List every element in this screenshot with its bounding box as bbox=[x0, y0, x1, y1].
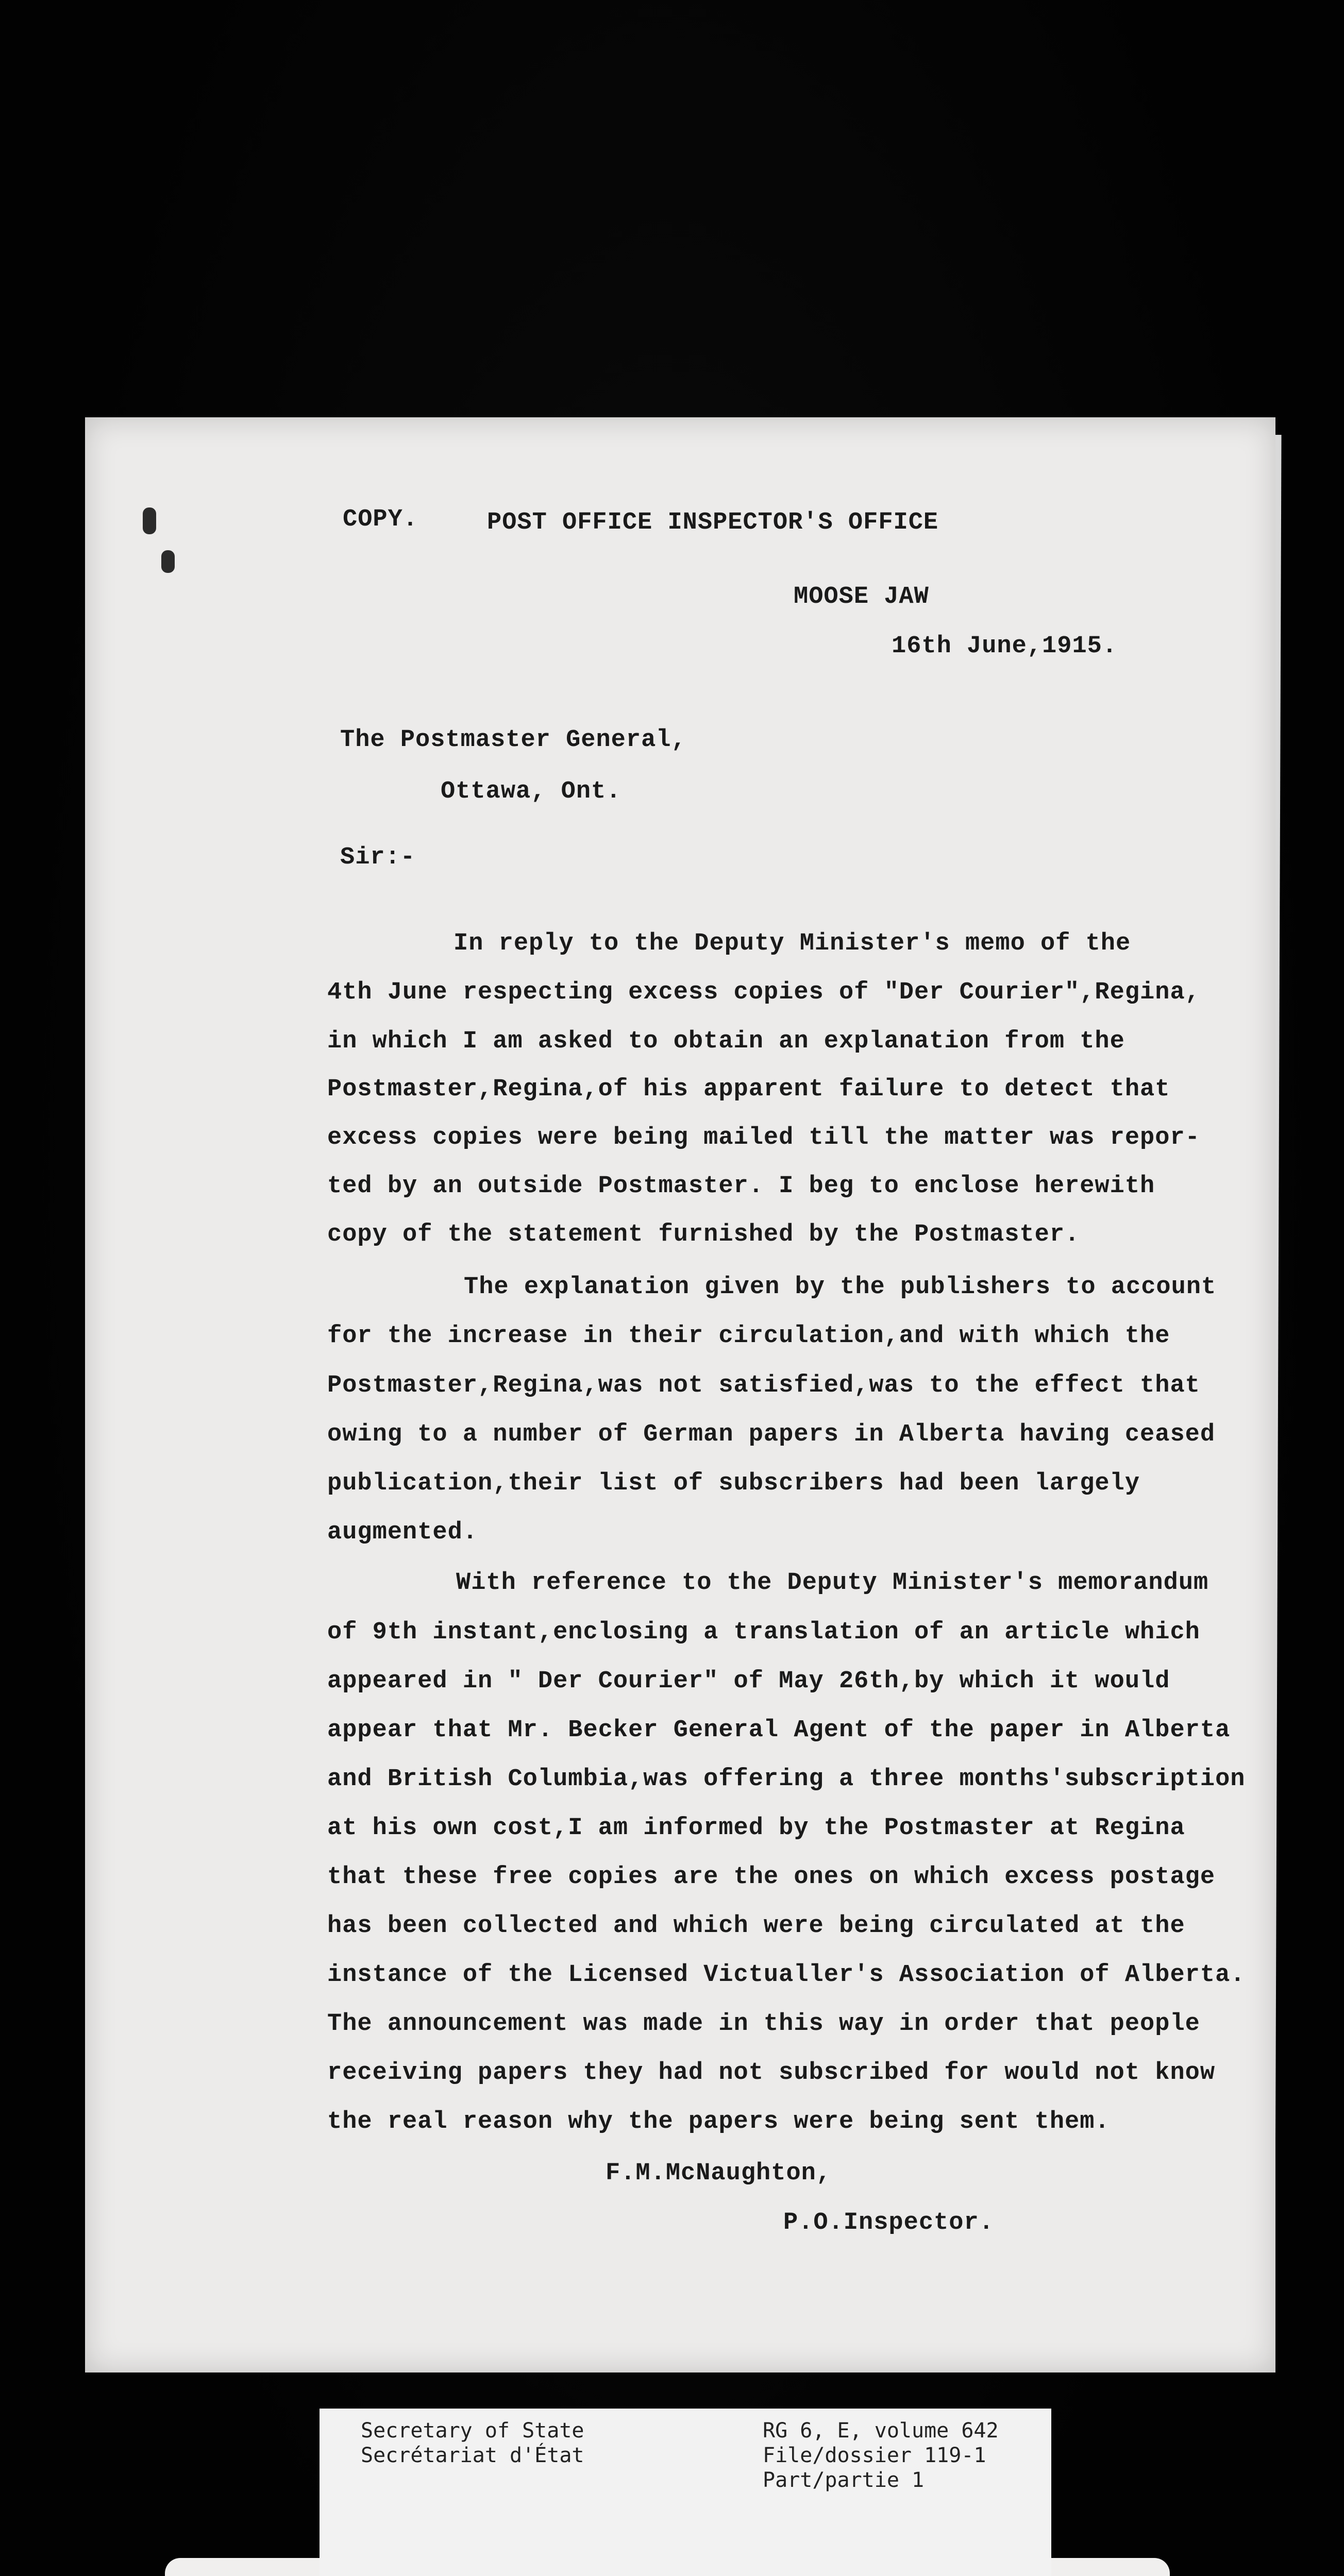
body-line: for the increase in their circulation,and with which the bbox=[327, 1323, 1170, 1350]
body-line: Postmaster,Regina,of his apparent failure to detect that bbox=[327, 1076, 1170, 1103]
letter-date: 16th June,1915. bbox=[892, 633, 1118, 660]
punch-hole-top bbox=[143, 507, 156, 534]
body-line: Postmaster,Regina,was not satisfied,was to the effect that bbox=[327, 1372, 1200, 1399]
punch-hole-bottom bbox=[161, 550, 175, 573]
body-line: instance of the Licensed Victualler's Association of Alberta. bbox=[327, 1961, 1246, 1989]
salutation: Sir:- bbox=[340, 844, 416, 871]
body-line: copy of the statement furnished by the Postmaster. bbox=[327, 1221, 1080, 1248]
body-line: The announcement was made in this way in order that people bbox=[327, 2010, 1200, 2038]
part-reference: Part/partie 1 bbox=[763, 2468, 925, 2492]
body-line: 4th June respecting excess copies of "Der Courier",Regina, bbox=[327, 979, 1200, 1006]
body-line: that these free copies are the ones on which excess postage bbox=[327, 1863, 1216, 1891]
signature-title: P.O.Inspector. bbox=[783, 2209, 994, 2236]
file-reference: File/dossier 119-1 bbox=[763, 2444, 986, 2467]
body-line: excess copies were being mailed till the matter was repor- bbox=[327, 1124, 1200, 1151]
body-line: at his own cost,I am informed by the Postmaster at Regina bbox=[327, 1815, 1185, 1842]
body-line: the real reason why the papers were being sent them. bbox=[327, 2108, 1110, 2136]
copy-label: COPY. bbox=[343, 506, 418, 533]
body-line: augmented. bbox=[327, 1519, 478, 1546]
body-line: ted by an outside Postmaster. I beg to enclose herewith bbox=[327, 1173, 1155, 1200]
location: MOOSE JAW bbox=[794, 583, 929, 611]
recipient-line-2: Ottawa, Ont. bbox=[441, 778, 621, 805]
recipient-line-1: The Postmaster General, bbox=[340, 726, 686, 754]
body-line: appear that Mr. Becker General Agent of the paper in Alberta bbox=[327, 1717, 1231, 1744]
letter-page bbox=[85, 417, 1275, 2372]
body-line: has been collected and which were being circulated at the bbox=[327, 1912, 1185, 1940]
body-line: appeared in " Der Courier" of May 26th,by which it would bbox=[327, 1668, 1170, 1695]
body-line: and British Columbia,was offering a three months'subscription bbox=[327, 1766, 1246, 1793]
body-line: publication,their list of subscribers had been largely bbox=[327, 1470, 1140, 1497]
body-line: receiving papers they had not subscribed for would not know bbox=[327, 2059, 1216, 2087]
archive-reference-label bbox=[320, 2409, 1051, 2576]
signature-name: F.M.McNaughton, bbox=[606, 2160, 832, 2187]
body-line: in which I am asked to obtain an explanation from the bbox=[327, 1028, 1125, 1055]
body-line: of 9th instant,enclosing a translation of an article which bbox=[327, 1619, 1200, 1646]
office-heading: POST OFFICE INSPECTOR'S OFFICE bbox=[487, 509, 939, 536]
department-english: Secretary of State bbox=[361, 2419, 584, 2443]
department-french: Secrétariat d'État bbox=[361, 2444, 584, 2467]
body-line: owing to a number of German papers in Alberta having ceased bbox=[327, 1421, 1216, 1448]
body-line: In reply to the Deputy Minister's memo of the bbox=[453, 930, 1131, 957]
body-line: The explanation given by the publishers to account bbox=[464, 1274, 1217, 1301]
body-line: With reference to the Deputy Minister's memorandum bbox=[456, 1569, 1209, 1597]
record-group-reference: RG 6, E, volume 642 bbox=[763, 2419, 999, 2443]
